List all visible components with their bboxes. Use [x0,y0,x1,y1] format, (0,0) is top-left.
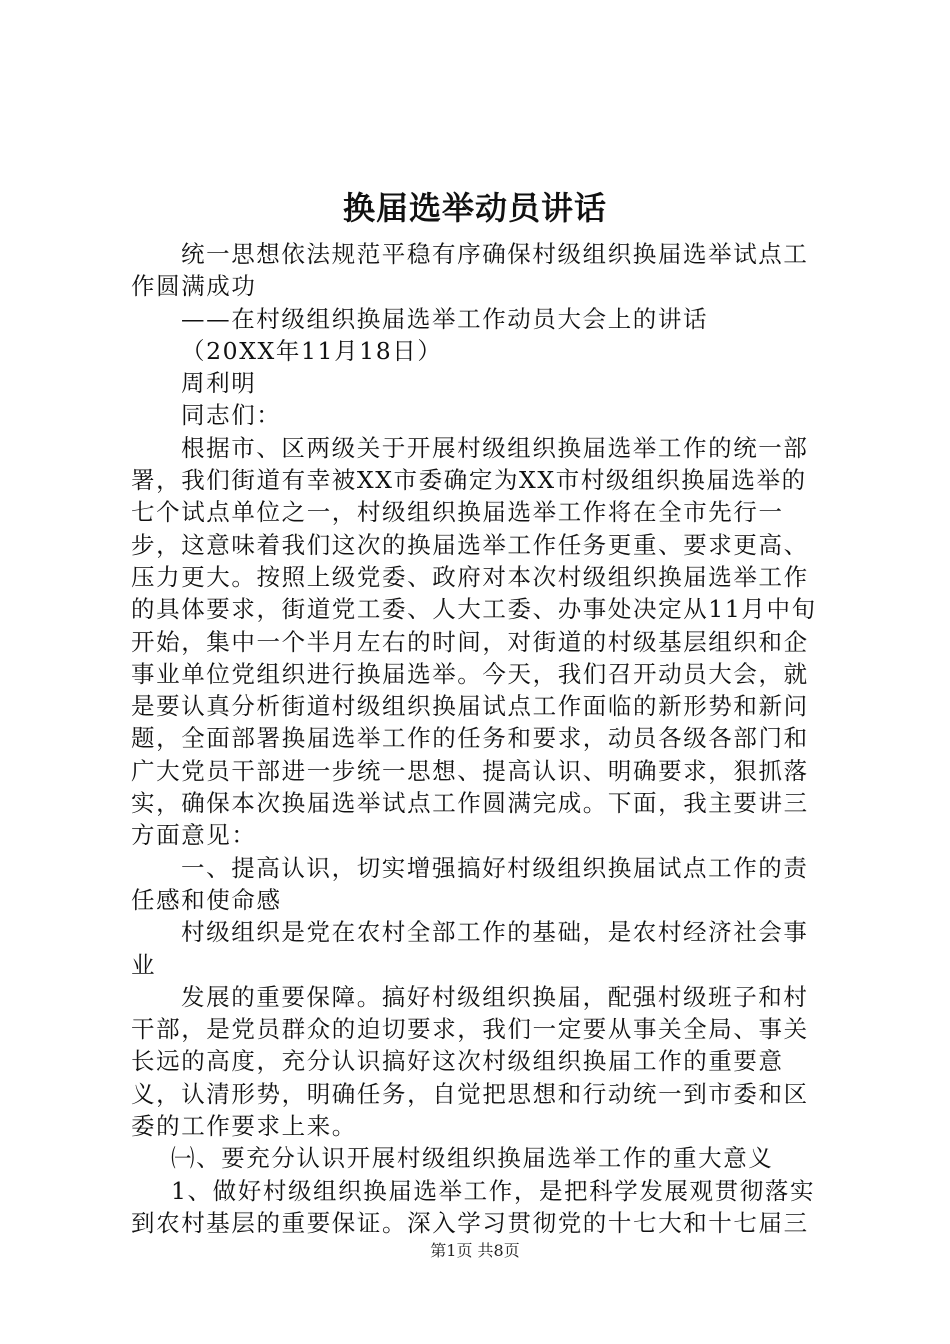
salutation: 同志们： [181,401,282,430]
body-paragraph: 根据市、区两级关于开展村级组织换届选举工作的统一部署，我们街道有幸被XX市委确定为XX市村级组织换届选举的七个试点单位之一，村级组织换届选举工作将在全市先行一步，这意味着我们这次的换届选举工作任务更重、要求更高、压力更大。按照上级党委、政府对本次村级组织换届选举工作的具体要求，街道党工委、人大工委、办事处决定从11月中旬开始，集中一个半月左右的时间，对街道的村级基层组织和企事业单位党组织进行换届选举。今天，我们召开动员大会，就是要认真分析街道村级组织换届试点工作面临的新形势和新问题，全面部署换届选举工作的任务和要求，动员各级各部门和广大党员干部进一步统一思想、提高认识、明确要求，狠抓落实，确保本次换届选举试点工作圆满完成。下面，我主要讲三方面意见： [131,433,817,850]
document-title: 换届选举动员讲话 [342,189,607,227]
body-paragraph: 村级组织是党在农村全部工作的基础，是农村经济社会事业 [131,918,809,979]
section-heading: 一、提高认识，切实增强搞好村级组织换届试点工作的责任感和使命感 [131,853,809,914]
speaker-name: 周利明 [181,369,257,398]
speech-date: （20XX年11月18日） [181,336,443,365]
subtitle-paragraph: 统一思想依法规范平稳有序确保村级组织换届选举试点工作圆满成功 [131,240,809,301]
speech-occasion: ——在村级组织换届选举工作动员大会上的讲话 [181,304,709,333]
subsection-heading: ㈠、要充分认识开展村级组织换届选举工作的重大意义 [171,1144,774,1173]
page-footer: 第1页 共8页 [430,1241,520,1260]
body-paragraph: 1、做好村级组织换届选举工作，是把科学发展观贯彻落实到农村基层的重要保证。深入学习贯彻党的十七大和十七届三 [131,1176,816,1237]
document-body [131,238,825,1239]
body-paragraph: 发展的重要保障。搞好村级组织换届，配强村级班子和村干部，是党员群众的迫切要求，我们一定要从事关全局、事关长远的高度，充分认识搞好这次村级组织换届工作的重要意义，认清形势，明确任务，自觉把思想和行动统一到市委和区委的工作要求上来。 [131,982,809,1141]
